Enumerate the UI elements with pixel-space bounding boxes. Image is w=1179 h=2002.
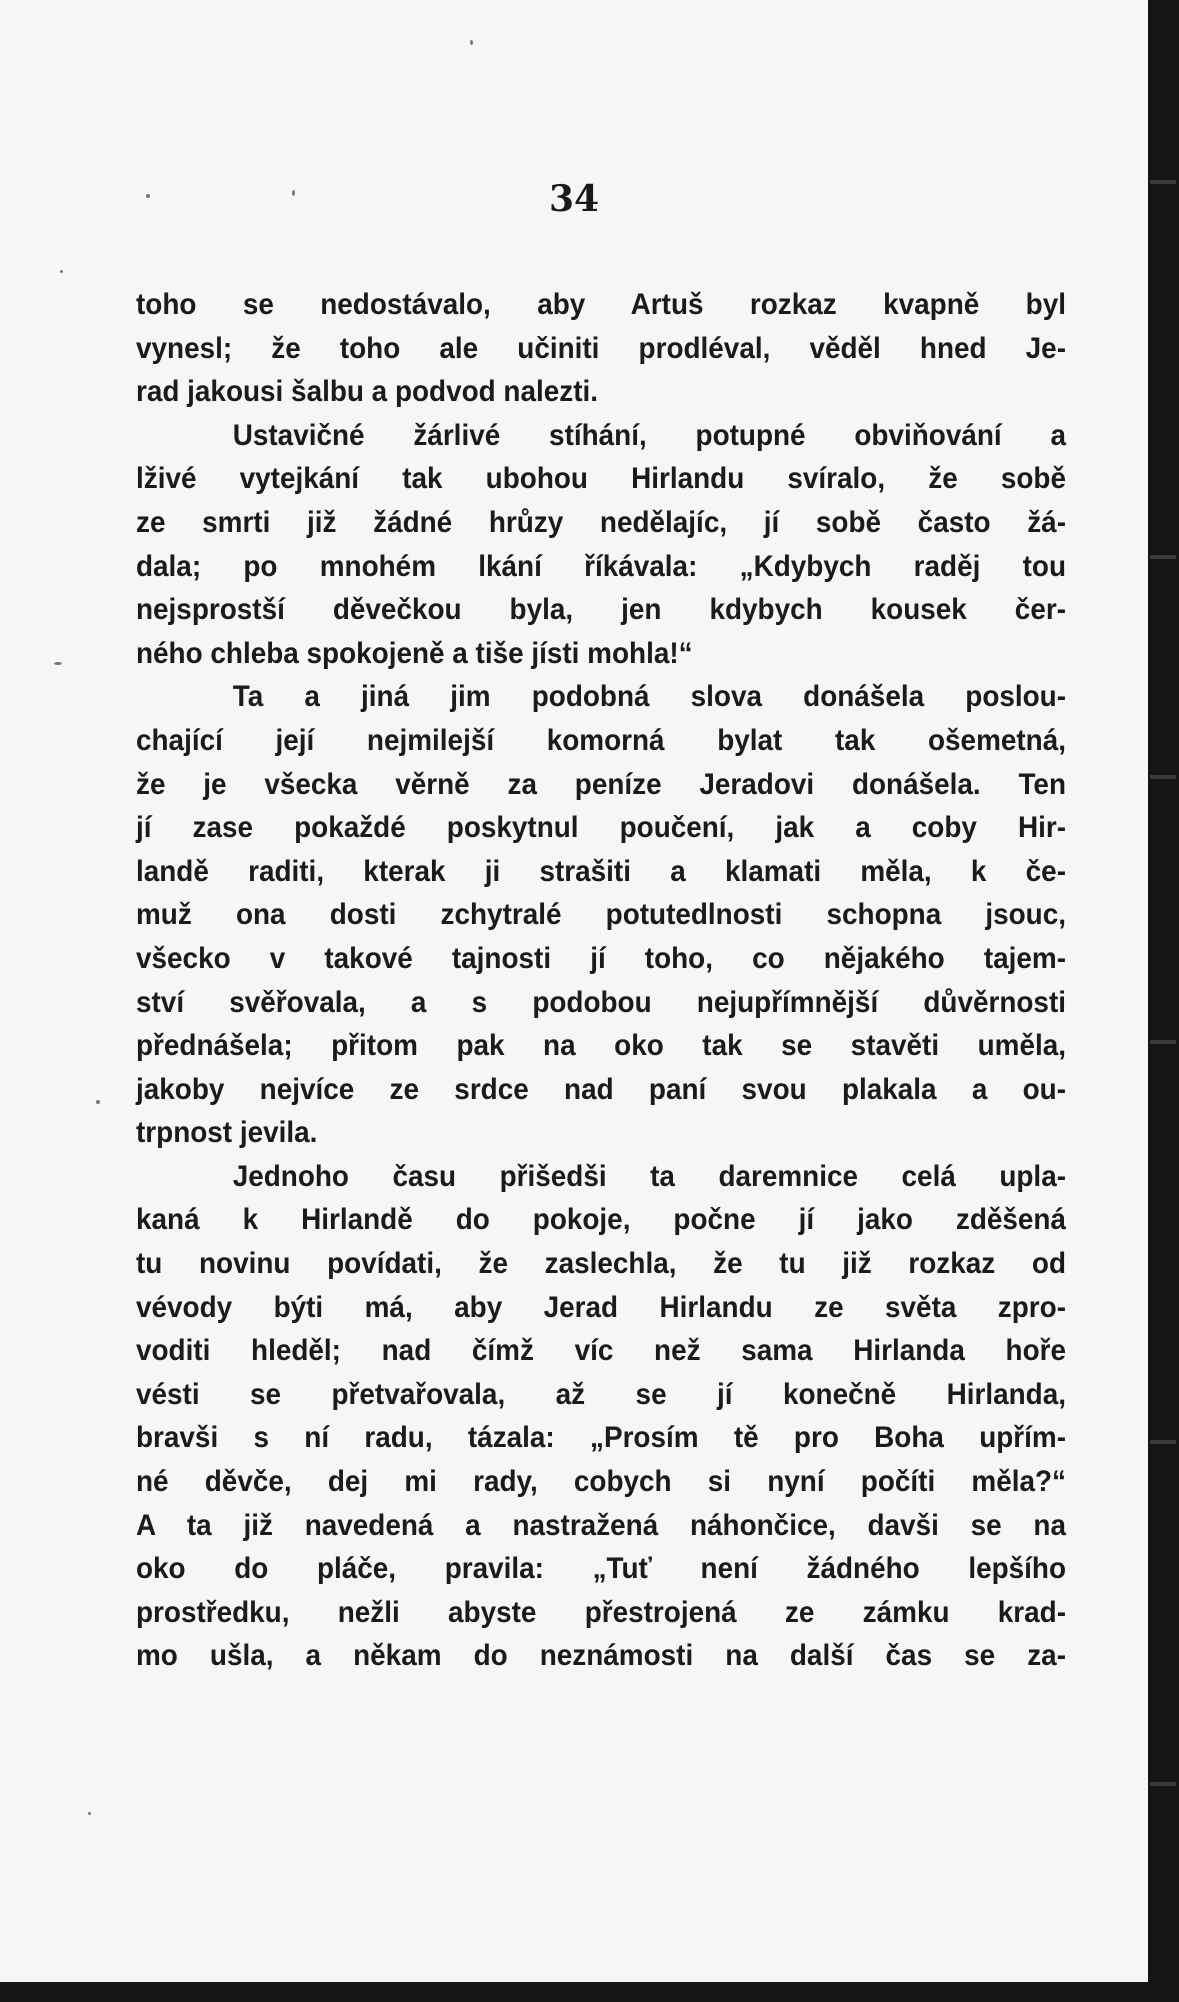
text-line: né děvče, dej mi rady, cobych si nyní počíti měla?“ xyxy=(136,1465,1066,1499)
page-number: 34 xyxy=(548,178,600,220)
text-line: ného chleba spokojeně a tiše jísti mohla!“ xyxy=(136,636,693,670)
text-line: ze smrti již žádné hrůzy nedělajíc, jí sobě často žá- xyxy=(136,505,1066,539)
text-line: vynesl; že toho ale učiniti prodléval, věděl hned Je- xyxy=(136,331,1066,365)
text-line: tu novinu povídati, že zaslechla, že tu již rozkaz od xyxy=(136,1247,1066,1281)
text-line: trpnost jevila. xyxy=(136,1116,318,1150)
text-line: prostředku, nežli abyste přestrojená ze zámku krad- xyxy=(136,1595,1066,1629)
text-line: muž ona dosti zchytralé potutedlnosti schopna jsouc, xyxy=(136,898,1066,932)
scan-edge-bottom xyxy=(0,1982,1179,2002)
text-line: Jednoho času přišedši ta daremnice celá upla- xyxy=(232,1159,1067,1193)
text-line: vévody býti má, aby Jerad Hirlandu ze světa zpro- xyxy=(136,1290,1066,1324)
text-line: vésti se přetvařovala, až se jí konečně Hirlanda, xyxy=(136,1377,1066,1411)
text-line: toho se nedostávalo, aby Artuš rozkaz kvapně byl xyxy=(136,288,1066,321)
paper-speck xyxy=(54,662,62,665)
text-line: mo ušla, a někam do neznámosti na další čas se za- xyxy=(136,1639,1066,1673)
text-line: rad jakousi šalbu a podvod nalezti. xyxy=(136,375,599,409)
text-line: lživé vytejkání tak ubohou Hirlandu svíralo, že sobě xyxy=(136,462,1066,496)
text-line: chající její nejmilejší komorná bylat tak ošemetná, xyxy=(136,723,1066,757)
paper-speck xyxy=(88,1812,91,1815)
text-line: že je všecka věrně za peníze Jeradovi donášela. Ten xyxy=(136,767,1066,801)
text-line: přednášela; přitom pak na oko tak se stavěti uměla, xyxy=(136,1029,1066,1063)
text-line: landě raditi, kterak ji strašiti a klamati měla, k če- xyxy=(136,854,1066,888)
text-line: jakoby nejvíce ze srdce nad paní svou plakala a ou- xyxy=(136,1072,1066,1106)
paper-speck xyxy=(96,1100,100,1104)
text-line: Ta a jiná jim podobná slova donášela poslou- xyxy=(232,680,1067,714)
scan-edge-mark xyxy=(1150,775,1176,779)
scan-edge-mark xyxy=(1150,1440,1176,1444)
text-line: kaná k Hirlandě do pokoje, počne jí jako zděšená xyxy=(136,1203,1066,1237)
scan-edge-mark xyxy=(1150,1040,1176,1044)
scan-edge-mark xyxy=(1150,555,1176,559)
paper-speck xyxy=(470,40,473,45)
text-line: ství svěřovala, a s podobou nejupřímnější důvěrnosti xyxy=(136,985,1066,1019)
text-line: A ta již navedená a nastražená náhončice, davši se na xyxy=(136,1508,1066,1542)
paper-speck xyxy=(60,270,63,273)
text-line: voditi hleděl; nad čímž víc než sama Hirlanda hoře xyxy=(136,1334,1066,1368)
paper-speck xyxy=(146,194,150,198)
text-line: všecko v takové tajnosti jí toho, co nějakého tajem- xyxy=(136,941,1066,975)
text-line: oko do pláče, pravila: „Tuť není žádného lepšího xyxy=(136,1552,1066,1586)
text-line: nejsprostší děvečkou byla, jen kdybych kousek čer- xyxy=(136,593,1066,627)
text-line: dala; po mnohém lkání říkávala: „Kdybych raděj tou xyxy=(136,549,1066,583)
text-line: Ustavičné žárlivé stíhání, potupné obviňování a xyxy=(232,418,1067,452)
body-text xyxy=(136,283,1067,1678)
scan-edge-mark xyxy=(1150,180,1176,184)
scan-edge-right xyxy=(1148,0,1179,2002)
text-line: jí zase pokaždé poskytnul poučení, jak a coby Hir- xyxy=(136,811,1066,845)
paper-speck xyxy=(292,190,295,196)
scan-edge-mark xyxy=(1150,1782,1176,1786)
text-line: bravši s ní radu, tázala: „Prosím tě pro Boha upřím- xyxy=(136,1421,1066,1455)
